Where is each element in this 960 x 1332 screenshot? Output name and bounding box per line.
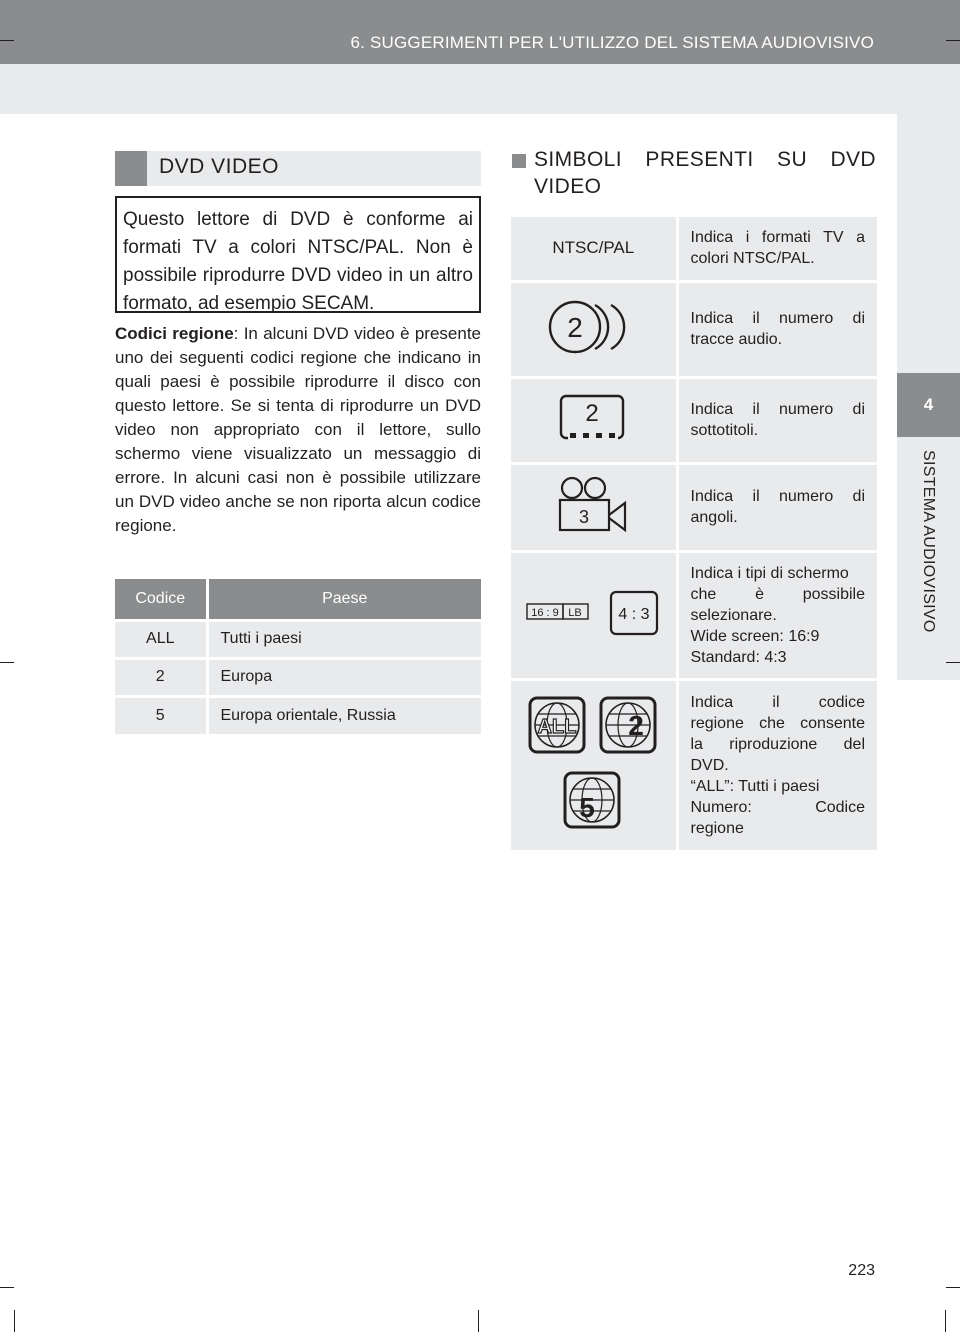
region-2-globe-icon	[601, 698, 655, 752]
symbol-description	[677, 377, 877, 463]
region-code-icon	[527, 695, 659, 831]
symbol-cell	[511, 281, 677, 377]
table-cell-country: Europa orientale, Russia	[207, 696, 481, 734]
symbol-description	[677, 463, 877, 551]
desc-line: che è possibile	[690, 585, 865, 603]
desc-line: angoli.	[690, 509, 738, 526]
header-subband	[0, 64, 960, 114]
crop-mark	[0, 662, 14, 663]
crop-mark	[14, 1310, 15, 1332]
header-band	[0, 0, 960, 64]
audio-tracks-number: 2	[567, 311, 584, 343]
crop-mark	[478, 1310, 479, 1332]
crop-mark	[946, 40, 960, 41]
table-cell-code: 5	[115, 696, 207, 734]
symbol-cell	[511, 377, 677, 463]
desc-line: Wide screen: 16:9	[690, 627, 820, 645]
desc-line: Numero: Codice	[690, 798, 865, 816]
desc-line: regione che consente	[690, 714, 865, 732]
chapter-number-tab[interactable]: 4	[897, 373, 960, 437]
region-all-globe-icon	[530, 698, 584, 752]
desc-line: Indica il numero di	[690, 488, 865, 505]
desc-line: Indica i formati TV a	[690, 229, 865, 247]
crop-mark	[946, 662, 960, 663]
desc-line: Indica il numero di	[690, 401, 865, 418]
desc-line: la riproduzione del	[690, 735, 865, 753]
desc-line: Standard: 4:3	[690, 648, 787, 666]
region-code-table	[115, 579, 481, 734]
desc-line: colori NTSC/PAL.	[690, 250, 815, 268]
standard-format-label: 4 : 3	[618, 605, 650, 623]
symbol-description	[677, 679, 877, 851]
table-row	[115, 696, 481, 734]
audio-tracks-icon	[545, 299, 641, 355]
section-heading-title: DVD VIDEO	[159, 155, 280, 178]
table-row	[511, 463, 877, 551]
table-row	[115, 658, 481, 696]
symbol-cell	[511, 551, 677, 679]
table-header-row	[115, 579, 481, 620]
desc-line: tracce audio.	[690, 331, 783, 348]
region-code-term: Codici regione	[115, 324, 234, 343]
desc-line: “ALL”: Tutti i paesi	[690, 777, 820, 795]
desc-line: Indica il codice	[690, 693, 865, 711]
crop-mark	[945, 1310, 946, 1332]
desc-line: sottotitoli.	[690, 422, 759, 439]
screen-format-icon	[525, 587, 661, 639]
region-code-description: : In alcuni DVD video è presente uno dei seguenti codici regione che indicano in quali paesi è possibile riprodurre il disco con questo lettore. Se si tenta di riprodurre un DVD video non appropriato con il lettore, sullo schermo viene visualizzato un messaggio di errore. In alcuni casi non è possibile utilizzare un DVD video anche se non riporta alcun codice regione.	[115, 324, 481, 535]
letterbox-label: LB	[568, 606, 582, 619]
table-row	[511, 679, 877, 851]
region-all-label: ALL	[537, 715, 577, 738]
desc-line: selezionare.	[690, 606, 777, 624]
table-row	[115, 620, 481, 658]
table-row	[511, 551, 877, 679]
section-heading-dvd-video	[115, 151, 481, 186]
table-cell-code: ALL	[115, 620, 207, 658]
angles-number: 3	[579, 506, 590, 527]
page-number: 223	[848, 1262, 875, 1279]
format-note-box: Questo lettore di DVD è conforme ai formati TV a colori NTSC/PAL. Non è possibile riprodurre DVD video in un altro formato, ad esempio SECAM.	[115, 196, 481, 313]
symbol-cell	[511, 217, 677, 281]
desc-line: Indica i tipi di schermo	[690, 564, 849, 582]
region-5-label: 5	[579, 791, 596, 823]
table-row	[511, 217, 877, 281]
symbol-cell	[511, 463, 677, 551]
crop-mark	[0, 40, 14, 41]
desc-line: DVD.	[690, 756, 729, 774]
chapter-header-title: 6. SUGGERIMENTI PER L'UTILIZZO DEL SISTEMA AUDIOVISIVO	[350, 33, 874, 52]
table-row	[511, 281, 877, 377]
section-heading-marker	[115, 151, 147, 186]
symbol-description	[677, 551, 877, 679]
heading-square-icon	[512, 154, 526, 168]
region-5-globe-icon	[565, 773, 619, 827]
symbol-description	[677, 281, 877, 377]
desc-line: regione	[690, 819, 744, 837]
region-code-paragraph	[115, 322, 481, 538]
region-2-label: 2	[628, 709, 645, 741]
symbol-description	[677, 217, 877, 281]
widescreen-label: 16 : 9	[531, 606, 560, 619]
chapter-side-label-text: SISTEMA AUDIOVISIVO	[920, 450, 937, 633]
subtitles-number: 2	[585, 399, 599, 427]
symbol-cell	[511, 679, 677, 851]
desc-line: Indica il numero di	[690, 310, 865, 327]
table-header-country: Paese	[207, 579, 481, 620]
symbols-heading-line2: VIDEO	[534, 175, 602, 198]
symbols-table	[511, 217, 877, 853]
angles-icon	[555, 475, 631, 535]
table-cell-country: Tutti i paesi	[207, 620, 481, 658]
crop-mark	[946, 1287, 960, 1288]
table-cell-country: Europa	[207, 658, 481, 696]
table-row	[511, 377, 877, 463]
symbols-heading-line1: SIMBOLI PRESENTI SU DVD	[534, 148, 876, 171]
subtitles-icon	[558, 393, 628, 443]
table-header-code: Codice	[115, 579, 207, 620]
ntsc-pal-label: NTSC/PAL	[552, 238, 635, 258]
crop-mark	[0, 1287, 14, 1288]
table-cell-code: 2	[115, 658, 207, 696]
